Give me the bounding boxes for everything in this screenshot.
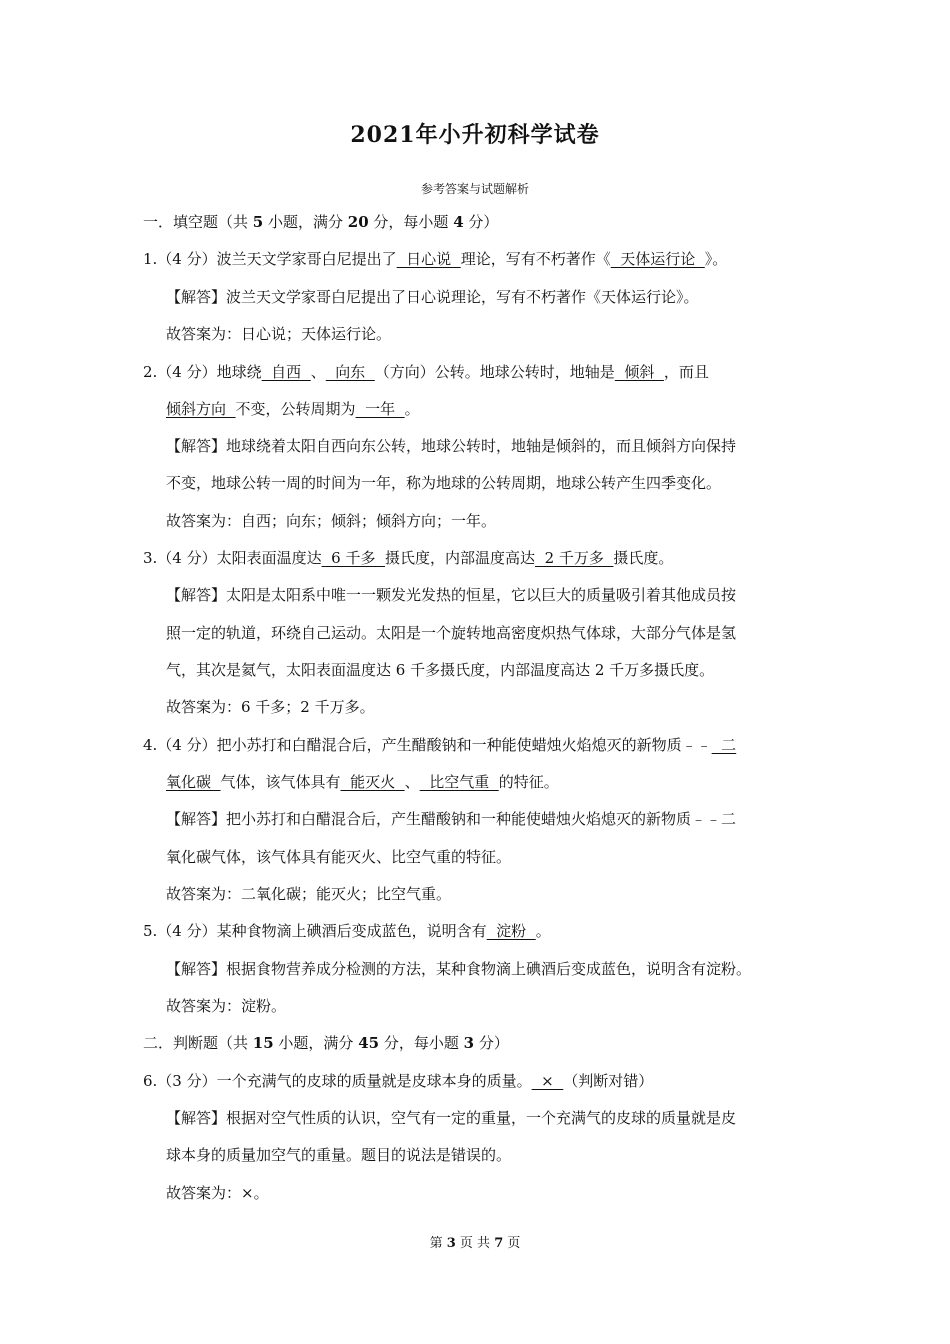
answer-blank: 比空气重: [419, 773, 499, 791]
solution-4-line-1: 【解答】把小苏打和白醋混合后，产生醋酸钠和一种能使蜡烛火焰熄灭的新物质﹣﹣二: [166, 810, 737, 828]
question-4: 4.（4 分）把小苏打和白醋混合后，产生醋酸钠和一种能使蜡烛火焰熄灭的新物质﹣﹣ 二: [143, 736, 737, 754]
section-1-header: 一．填空题（共 5 小题，满分 20 分，每小题 4 分）: [143, 213, 499, 231]
answer-blank: 能灭火: [340, 773, 405, 791]
solution-3-line-1: 【解答】太阳是太阳系中唯一一颗发光发热的恒星，它以巨大的质量吸引着其他成员按: [166, 586, 737, 604]
page-subtitle: 参考答案与试题解析: [420, 182, 529, 196]
answer-blank: 倾斜方向: [166, 400, 236, 418]
answer-blank: 一年: [355, 400, 405, 418]
answer-blank: 天体运行论: [610, 250, 705, 268]
question-1: 1.（4 分）波兰天文学家哥白尼提出了 日心说 理论，写有不朽著作《 天体运行论 》。: [143, 250, 728, 268]
answer-blank: 日心说: [396, 250, 461, 268]
page-footer: 第 3 页 共 7 页: [429, 1236, 521, 1251]
answer-1: 故答案为：日心说；天体运行论。: [166, 325, 392, 343]
answer-blank: 自西: [261, 363, 311, 381]
answer-blank: 向东: [325, 363, 375, 381]
answer-6: 故答案为：×。: [166, 1184, 269, 1202]
answer-4: 故答案为：二氧化碳；能灭火；比空气重。: [166, 885, 452, 903]
question-4-line-2: 氧化碳 气体，该气体具有 能灭火 、 比空气重 的特征。: [166, 773, 559, 791]
answer-blank: 6 千多: [321, 549, 386, 567]
answer-blank: 淀粉: [486, 922, 536, 940]
solution-4-line-2: 氧化碳气体，该气体具有能灭火、比空气重的特征。: [166, 848, 512, 866]
answer-blank: ×: [531, 1072, 564, 1090]
page-title: [0, 118, 950, 149]
question-3: 3.（4 分）太阳表面温度达 6 千多 摄氏度，内部温度高达 2 千万多 摄氏度。: [143, 549, 674, 567]
answer-blank: 氧化碳: [166, 773, 221, 791]
solution-2-line-1: 【解答】地球绕着太阳自西向东公转，地球公转时，地轴是倾斜的，而且倾斜方向保持: [166, 437, 737, 455]
question-6: 6.（3 分）一个充满气的皮球的质量就是皮球本身的质量。 × （判断对错）: [143, 1072, 654, 1090]
question-2: 2.（4 分）地球绕 自西 、 向东 （方向）公转。地球公转时，地轴是 倾斜 ，而且: [143, 363, 709, 381]
solution-5: 【解答】根据食物营养成分检测的方法，某种食物滴上碘酒后变成蓝色，说明含有淀粉。: [166, 960, 752, 978]
title-year: 2021: [350, 122, 416, 148]
solution-6-line-2: 球本身的质量加空气的重量。题目的说法是错误的。: [166, 1146, 512, 1164]
question-5: 5.（4 分）某种食物滴上碘酒后变成蓝色，说明含有 淀粉 。: [143, 922, 551, 940]
question-2-line-2: 倾斜方向 不变，公转周期为 一年 。: [166, 400, 420, 418]
solution-1: 【解答】波兰天文学家哥白尼提出了日心说理论，写有不朽著作《天体运行论》。: [166, 288, 699, 306]
answer-2: 故答案为：自西；向东；倾斜；倾斜方向；一年。: [166, 512, 497, 530]
solution-6-line-1: 【解答】根据对空气性质的认识，空气有一定的重量，一个充满气的皮球的质量就是皮: [166, 1109, 737, 1127]
solution-3-line-3: 气，其次是氦气，太阳表面温度达 6 千多摄氏度，内部温度高达 2 千万多摄氏度。: [166, 661, 715, 679]
answer-blank: 二: [711, 736, 737, 754]
answer-blank: 倾斜: [614, 363, 664, 381]
answer-3: 故答案为：6 千多；2 千万多。: [166, 698, 375, 716]
solution-2-line-2: 不变，地球公转一周的时间为一年，称为地球的公转周期，地球公转产生四季变化。: [166, 474, 722, 492]
answer-blank: 2 千万多: [535, 549, 614, 567]
answer-5: 故答案为：淀粉。: [166, 997, 287, 1015]
title-text: 年小升初科学试卷: [415, 122, 600, 148]
section-2-header: 二．判断题（共 15 小题，满分 45 分，每小题 3 分）: [143, 1034, 509, 1052]
solution-3-line-2: 照一定的轨道，环绕自己运动。太阳是一个旋转地高密度炽热气体球，大部分气体是氢: [166, 624, 737, 642]
